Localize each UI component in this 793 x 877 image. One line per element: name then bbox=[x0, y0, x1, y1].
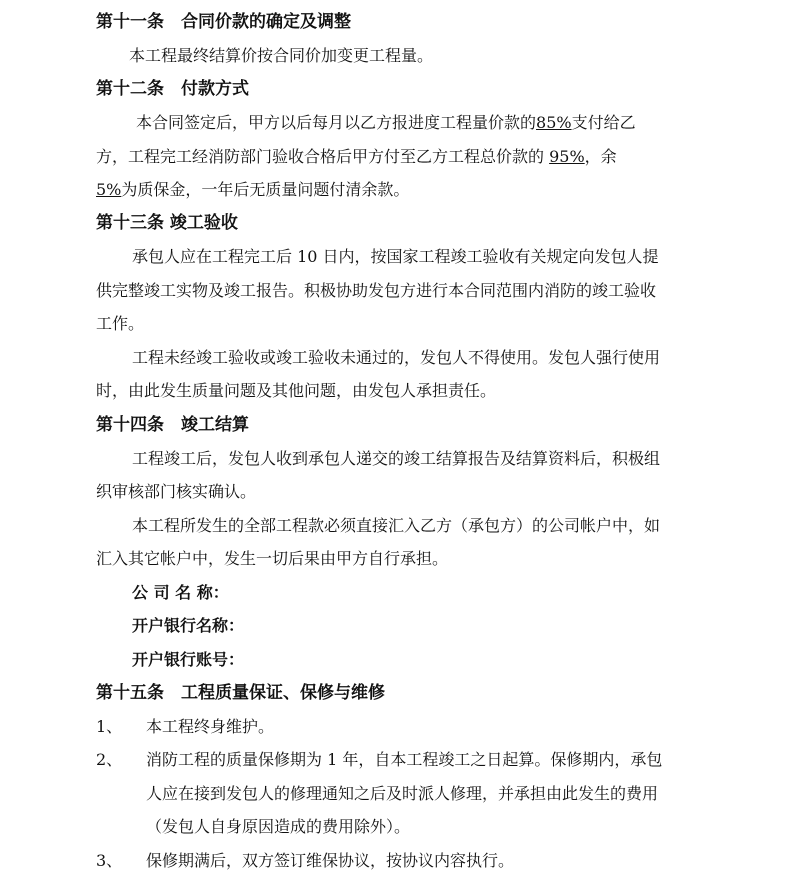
company-name-label: 公 司 名 称： bbox=[132, 583, 229, 602]
list-item-number: 1、 bbox=[96, 717, 123, 736]
article-14-p1-line-2: 织审核部门核实确认。 bbox=[96, 482, 257, 501]
list-item-line: 人应在接到发包人的修理通知之后及时派人修理，并承担由此发生的费用 bbox=[146, 784, 659, 803]
article-14-p2-line-2: 汇入其它帐户中，发生一切后果由甲方自行承担。 bbox=[96, 549, 449, 568]
text-segment: ，余 bbox=[584, 147, 617, 166]
list-item-number: 3、 bbox=[96, 851, 123, 870]
list-item-line: 本工程终身维护。 bbox=[146, 717, 275, 736]
article-13-p1-line-1: 承包人应在工程完工后 10 日内，按国家工程竣工验收有关规定向发包人提 bbox=[132, 247, 659, 266]
article-11-heading: 第十一条 合同价款的确定及调整 bbox=[96, 12, 351, 32]
text-segment: 支付给乙 bbox=[571, 113, 636, 132]
list-item-line: （发包人自身原因造成的费用除外）。 bbox=[146, 817, 411, 836]
bank-account-label: 开户银行账号： bbox=[132, 650, 245, 669]
text-segment: 本合同签定后，甲方以后每月以乙方报进度工程量价款的 bbox=[136, 113, 537, 132]
article-12-heading: 第十二条 付款方式 bbox=[96, 79, 249, 99]
article-13-p2-line-2: 时，由此发生质量问题及其他问题，由发包人承担责任。 bbox=[96, 381, 497, 400]
article-14-p2-line-1: 本工程所发生的全部工程款必须直接汇入乙方（承包方）的公司帐户中，如 bbox=[132, 516, 661, 535]
article-12-line-2 bbox=[96, 146, 617, 168]
article-13-heading: 第十三条 竣工验收 bbox=[96, 213, 238, 233]
list-item-line: 保修期满后，双方签订维保协议，按协议内容执行。 bbox=[146, 851, 515, 870]
article-14-heading: 第十四条 竣工结算 bbox=[96, 415, 249, 435]
list-item-number: 2、 bbox=[96, 750, 123, 769]
percentage-85: 85% bbox=[536, 113, 572, 132]
article-11-text: 本工程最终结算价按合同价加变更工程量。 bbox=[129, 46, 434, 65]
percentage-5: 5% bbox=[96, 180, 122, 199]
article-12-line-1 bbox=[136, 112, 636, 134]
bank-name-label: 开户银行名称： bbox=[132, 616, 245, 635]
article-13-p2-line-1: 工程未经竣工验收或竣工验收未通过的，发包人不得使用。发包人强行使用 bbox=[132, 348, 661, 367]
article-15-heading: 第十五条 工程质量保证、保修与维修 bbox=[96, 683, 385, 703]
article-13-p1-line-3: 工作。 bbox=[96, 314, 145, 333]
article-12-line-3 bbox=[96, 179, 409, 201]
list-item-line: 消防工程的质量保修期为 1 年，自本工程竣工之日起算。保修期内，承包 bbox=[146, 750, 663, 769]
article-14-p1-line-1: 工程竣工后，发包人收到承包人递交的竣工结算报告及结算资料后，积极组 bbox=[132, 449, 661, 468]
text-segment: 方，工程完工经消防部门验收合格后甲方付至乙方工程总价款的 bbox=[96, 147, 545, 166]
article-13-p1-line-2: 供完整竣工实物及竣工报告。积极协助发包方进行本合同范围内消防的竣工验收 bbox=[96, 281, 657, 300]
text-segment: 为质保金，一年后无质量问题付清余款。 bbox=[121, 180, 410, 199]
percentage-95: 95% bbox=[549, 147, 585, 166]
